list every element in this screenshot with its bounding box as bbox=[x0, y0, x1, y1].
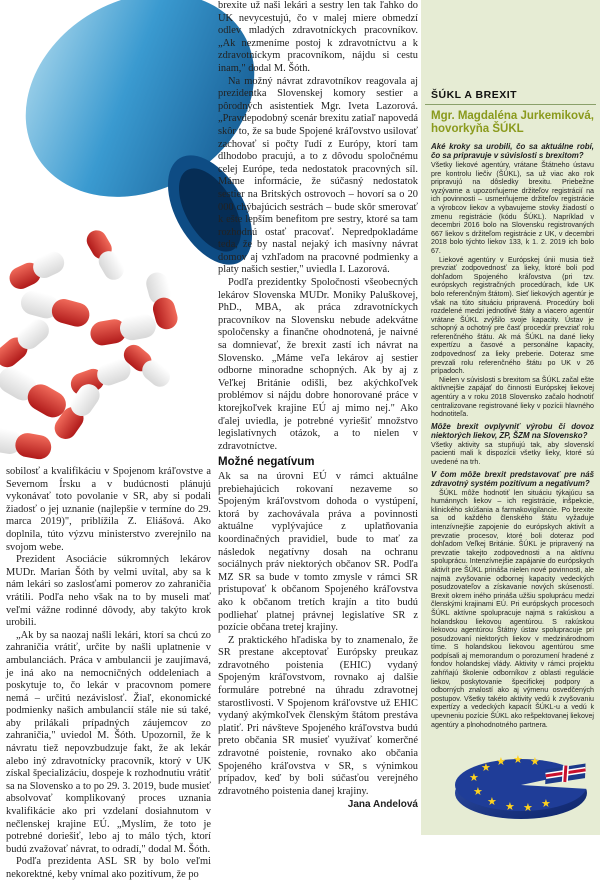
paragraph: sobilosť a kvalifikáciu v Spojenom kráľovstve a Severnom Írsku a v budúcnosti plánujú vykonávať toto povolanie v SR, aby si podali žiadosť o jej uznanie (najlepšie v termíne do 29. marca 2019)", priblížila Z. Eliášová. Ako doplnila, túto výzvu ministerstvo zverejnilo na svojom webe. bbox=[6, 466, 211, 553]
section-heading: Možné negatívum bbox=[218, 456, 315, 469]
svg-text:★: ★ bbox=[530, 755, 540, 768]
svg-text:★: ★ bbox=[523, 801, 533, 814]
sidebar-box bbox=[421, 0, 600, 835]
svg-text:★: ★ bbox=[481, 761, 491, 774]
paragraph: „Ak by sa naozaj našli lekári, ktorí sa chcú zo zahraničia vrátiť, určite by našli uplatnenie v ambulanciách. Práca v ambulancii je zaujímavá, je iná ako na nemocničných oddeleniach a poskytuje to, čo lekár v pracovnom pomere nemá – určitú nezávislosť. Žiaľ, ekonomické podmienky našich ambulancií stále nie sú také, aby prilákali prípadných záujemcov zo zahraničia," uviedol M. Šóth. Upozornil, že k návratu tiež nepovzbudzuje fakt, že ak lekár alebo iný zdravotnícky pracovník, ktorý v UK získal špecializáciu, dospeje k rozhodnutiu vrátiť sa na Slovensko a to po 29. 3. 2019, bude musieť absolvovať komplikovaný proces uznania kvalifikácie ako pri vzdelaní dosiahnutom v nečlenskej krajine EÚ. „Myslím, že toto je potrebné doriešiť, lebo aj to málo tých, ktorí budú zvažovať návrat, to odradí," dodal M. Šóth. bbox=[6, 629, 211, 855]
article-column-2 bbox=[218, 0, 418, 835]
paragraph: Podľa prezidentky Spoločnosti všeobecných lekárov Slovenska MUDr. Moniky Paluškovej, PhD., MBA, ak práca zdravotníckych pracovníkov na Slovensku nebude adekvátne spoločensky a finančne ohodnotená, je naivné sa domnievať, že brexit zastí ich návrat na Slovensko. „Máme veľa lekárov aj sestier odborne minoradne schopných. Ak by aj z Veľkej Británie odišli, bez akýchkoľvek problémov si nájdu dobre honorované práce v ktorejkoľvek krajine EÚ aj mimo nej." Ako ďalej uviedla, je potrebné vyriešiť množstvo legislatívnych otázok, a to nielen v zdravotníctve. bbox=[218, 277, 418, 452]
sidebar-interview bbox=[421, 136, 600, 729]
sidebar-author: Mgr. Magdaléna Jurkemiková, hovorkyňa ŠÚKL bbox=[431, 110, 594, 135]
svg-text:★: ★ bbox=[469, 771, 479, 784]
answer-paragraph: Liekové agentúry v Európskej únii musia tiež prevziať zodpovednosť za lieky, ktoré boli pod dohľadom Spojeného kráľovstva (pri tzv. európskych registračných procedúrach, kde UK bolo referenčným štátom). Sieť liekových agentúr je však na túto situáciu pripravená. Procedúry boli rozdelené medzi jednotlivé štáty a viacero agentúr vrátane ŠÚKL zvýšilo svoje kapacity. Ústav je schopný a ochotný pre časť procedúr prevziať rolu referenčného štátu. Ak má ŠÚKL na dané lieky expertízu a časové a personálne kapacity, zodpovednosť za lieky preberie. Doteraz sme prevzali rolu referenčného štátu po UK v 26 prípadoch. bbox=[431, 255, 594, 376]
paragraph: Podľa prezidenta ASL SR by bolo veľmi nekorektné, keby vnímal ako pozitívum, že po bbox=[6, 856, 211, 880]
article-text-column-1 bbox=[6, 466, 211, 882]
answer-paragraph: Všetky liekové agentúry, vrátane Štátneho ústavu pre kontrolu liečiv (ŠÚKL), sa už viac ako rok pripravujú na dôsledky brexitu. Priebežne vyzývame a upozorňujeme držiteľov registrácií na ich povinnosti – usmerňujeme držiteľov registrácie a výrobcov liekov a vybavujeme stovky žiadostí o zmenu registrácie (kódu ŠÚKL). Napríklad v decembri 2016 bolo na Slovensku registrovaných 667 liekov s držiteľom registrácie z UK, v decembri 2018 bolo týchto liekov 133, k 1. 2. 2019 ich bolo 67. bbox=[431, 161, 594, 255]
paragraph: Z praktického hľadiska by to znamenalo, že SR prestane akceptovať Európsky preukaz zdravotného poistenia (EHIC) vydaný Spojeným kráľovstvom, rovnako aj dalšie formuláre potrebné na úhradu zdravotnej starostlivosti. V Spojenom kráľovstve už EHIC vydaný akýmkoľvek členským štátom prestáva platiť. Pri návšteve Spojeného kráľovstva budú preto občania SR musieť využívať komerčné zdravotné poistenie, rovnako ako občania Spojeného kráľovstva v SR, s výnimkou prípadov, keď by boli súčasťou verejného zdravotného poistenia danej krajiny. bbox=[218, 634, 418, 797]
paragraph: brexite už naši lekári a sestry len tak ľahko do UK nevycestujú, čo v malej miere obmedzí odlev mladých zdravotníckych pracovníkov. „Ak nezmeníme postoj k zdravotníctvu a k zdravotníckym pracovníkom, nájdu si cestu inam," dodal M. Šóth. bbox=[218, 0, 418, 74]
answer-paragraph: ŠÚKL môže hodnotiť len situáciu týkajúcu sa humánnych liekov – ich registrácie, inšpekcie, klinického skúšania a farmakovigilancie. Po brexite sa od každého členského štátu vyžaduje intenzívnejšie zapojenie do európskych aktivít a prevzatie procesov, ktoré boli doteraz pod dohľadom Veľkej Británie. ŠÚKL je pripravený na prevzatie takejto zodpovednosti a na aktívnu spoluprácu. Intenzívnejšie zapájanie do európskych aktivít pre ŠÚKL prináša nielen nové povinnosti, ale najmä zvyšovanie odbornej kapacity vedeckých posudzovateľov a získavanie nových skúseností. Brexit okrem iného prináša užšiu spoluprácu medzi členskými krajinami EÚ. Pri európskych procesoch ŠÚKL aktívne spolupracuje najmä s rakúskou a holandskou liekovou agentúrou. S rakúskou liekovou agentúrou Štátny ústav spolupracuje pri posudzovaní niektorých liekov v medzinárodnom tíme. S holandskou liekovou agentúrou sme podpísali aj memorandum o porozumení hradené z fondov holandskej vlády. Aktivity v rámci projektu zahŕňajú školenie odborníkov z oblasti regulácie liekov, poskytovanie špecifickej podpory a odborných znalostí ako aj výmenu osvedčených postupov. Všetky takéto aktivity vedú k zvyšovaniu expertízy a vedeckých kapacít ŠÚKL-u a vedú k upevneniu pozície ŠÚKL ako rešpektovanej liekovej agentúry a plnohodnotného partnera. bbox=[431, 488, 594, 729]
eu-uk-flag-image bbox=[451, 731, 596, 821]
sidebar-title: ŠÚKL A BREXIT bbox=[425, 0, 596, 105]
svg-text:★: ★ bbox=[473, 785, 483, 798]
question: V čom môže brexit predstavovať pre náš zdravotný systém pozitívum a negatívum? bbox=[431, 469, 594, 488]
answer-paragraph: Všetky aktivity sa stupňujú tak, aby slovenskí pacienti mali k dispozícii všetky lieky, ktoré sú uvedené na trh. bbox=[431, 440, 594, 466]
paragraph: Ak sa na úrovni EÚ v rámci aktuálne prebiehajúcich rokovaní nezaveme so Spojeným kráľovstvom dohoda o vystúpení, ktorá by zachovávala práva a povinnosti aktuálne vyplývajúce z uplatňovania koordinačných pravidiel, bude to mať za následok negatívny dosah na ochranu sociálnych práv niektorých občanov SR. Podľa MZ SR sa bude v tomto zmysle v rámci SR pristupovať k občanom Spojeného kráľovstva ako k občanom tretích krajín a tito budú podliehať platnej právnej legislatíve SR z pozície občana tretej krajiny. bbox=[218, 470, 418, 634]
svg-text:★: ★ bbox=[505, 800, 515, 813]
svg-text:★: ★ bbox=[513, 753, 523, 766]
question: Aké kroky sa urobili, čo sa aktuálne robí, čo sa pripravuje v súvislosti s brexitom? bbox=[431, 142, 594, 160]
author-signature: Jana Andelová bbox=[347, 799, 418, 811]
paragraph: Prezident Asociácie súkromných lekárov MUDr. Marian Šóth by velmi uvítal, aby sa k nám lekári so zaslosťami pomerov zo zahraničia vrátili. Podľa neho však na to by museli mať veľmi vážne rodinné dôvody, aby takýto krok urobili. bbox=[6, 554, 211, 629]
pills-photo bbox=[0, 0, 232, 468]
svg-text:★: ★ bbox=[541, 797, 551, 810]
svg-text:★: ★ bbox=[487, 795, 497, 808]
article-text-column-2 bbox=[218, 0, 418, 812]
question: Môže brexit ovplyvniť výrobu či dovoz niektorých liekov, ZP, ŠZM na Slovensko? bbox=[431, 421, 594, 440]
paragraph: Na možný návrat zdravotníkov reagovala aj prezidentka Slovenskej komory sestier a pôrodných asistentiek Mgr. Iveta Lazorová. „Pravdepodobný scenár brexitu zatiaľ napovedá skôr to, že sa bude Spojené kráľovstvo usilovať zachovať si počty ľudí z Európy, ktorí tam dlhodobo pracujú, a to z dôvodu spoločnému celej Európe, teda nedostatok pracovných síl. Máme informácie, že súčasný nedostatok sestier na Britských ostrovoch – hovorí sa o 20 000 chýbajúcich sestrách – bude skôr smerovať k ešte lepším benefitom pre sestry, ktoré sa tam rozhodnú ostať pracovať. Nepredpokladáme teda, že by nastal nejaký ich masívny návrat domov aj vzhľadom na pracovné podmienky a platy našich sestier," uviedla I. Lazorová. bbox=[218, 75, 418, 276]
answer-paragraph: Nielen v súvislosti s brexitom sa ŠÚKL začal ešte aktívnejšie zapájať do činnosti Európskej liekovej agentúry a v roku 2018 Slovensko začalo hodnotiť centralizovane registrované lieky v pozícii hlavného hodnotiteľa. bbox=[431, 375, 594, 419]
article-column-1 bbox=[6, 0, 211, 880]
svg-text:★: ★ bbox=[496, 755, 506, 768]
